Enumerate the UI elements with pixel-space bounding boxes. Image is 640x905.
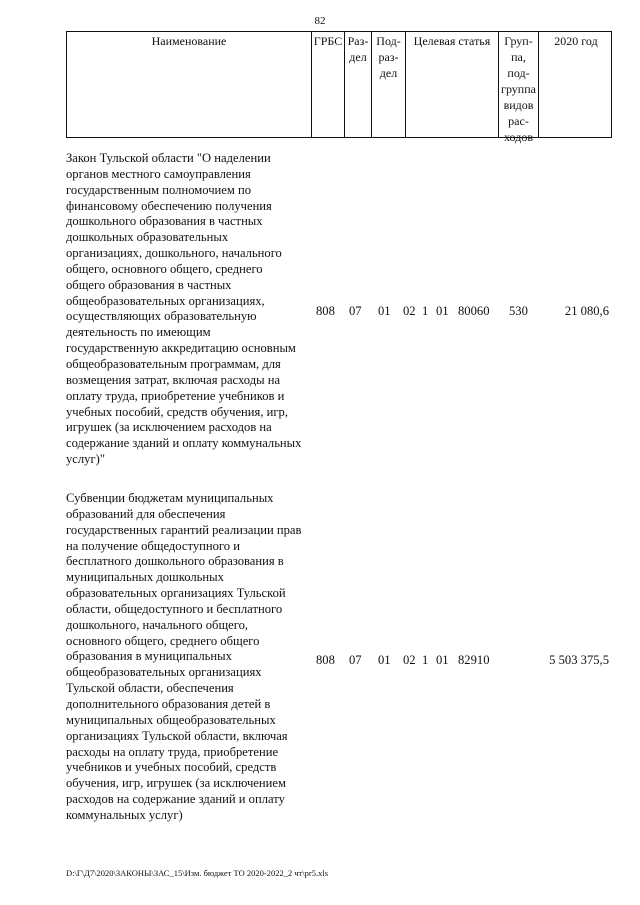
- header-razdel: Раз- дел: [344, 32, 371, 137]
- header-grbs: ГРБС: [311, 32, 344, 137]
- table-header: [66, 31, 612, 144]
- row-target-direction: 82910: [458, 653, 490, 667]
- header-podrazdel: Под- раз- дел: [371, 32, 405, 137]
- header-target: Целевая статья: [405, 32, 498, 137]
- header-name: Наименование: [151, 34, 227, 48]
- row-target-subprogram: 1: [422, 304, 429, 318]
- row-name: Закон Тульской области "О наделении органов местного самоуправления государственным полномочием по финансовому обеспечению получения дошкольного образования в частных дошкольных образовательных организациях, дошкольного, начального общего, основного общего, среднего общего образования в частных общеобразовательных организациях, осуществляющих образовательную деятельность по имеющим государственную аккредитацию основным общеобразовательным программам, для возмещения затрат, включая расходы на оплату труда, приобретение учебников и учебных пособий, средств обучения, игр, игрушек (за исключением расходов на содержание зданий и оплату коммунальных услуг)": [66, 151, 302, 467]
- row-target-subprogram: 1: [422, 653, 429, 667]
- header-year: 2020 год: [538, 32, 613, 137]
- row-name: Субвенции бюджетам муниципальных образований для обеспечения государственных гарантий реализации прав на получение общедоступного и бесплатного дошкольного образования в муниципальных дошкольных образовательных организациях Тульской области, общедоступного и бесплатного дошкольного, начального общего, основного общего, среднего общего образования в муниципальных общеобразовательных организациях Тульской области, обеспечения дополнительного образования детей в муниципальных общеобразовательных организациях Тульской области, включая расходы на оплату труда, приобретение учебников и учебных пособий, средств обучения, игр, игрушек (за исключением расходов на содержание зданий и оплату коммунальных услуг): [66, 491, 302, 822]
- row-group: 530: [509, 304, 528, 318]
- row-target-event: 01: [436, 304, 449, 318]
- row-target-event: 01: [436, 653, 449, 667]
- row-target-program: 02: [403, 304, 416, 318]
- row-grbs: 808: [316, 653, 335, 667]
- page-number: 82: [314, 15, 326, 27]
- row-amount: 21 080,6: [564, 304, 609, 318]
- row-target-direction: 80060: [458, 304, 490, 318]
- file-path-footer: D:\Г\Д7\2020\ЗАКОНЫ\ЗАС_15\Изм. бюджет ТО 2020-2022_2 чт\pr5.xls: [66, 868, 329, 878]
- row-podrazdel: 01: [378, 304, 391, 318]
- row-razdel: 07: [349, 653, 362, 667]
- header-group: Груп- па, под- группа видов рас- ходов: [498, 32, 538, 137]
- row-razdel: 07: [349, 304, 362, 318]
- row-target-program: 02: [403, 653, 416, 667]
- row-podrazdel: 01: [378, 653, 391, 667]
- row-grbs: 808: [316, 304, 335, 318]
- row-amount: 5 503 375,5: [549, 653, 609, 667]
